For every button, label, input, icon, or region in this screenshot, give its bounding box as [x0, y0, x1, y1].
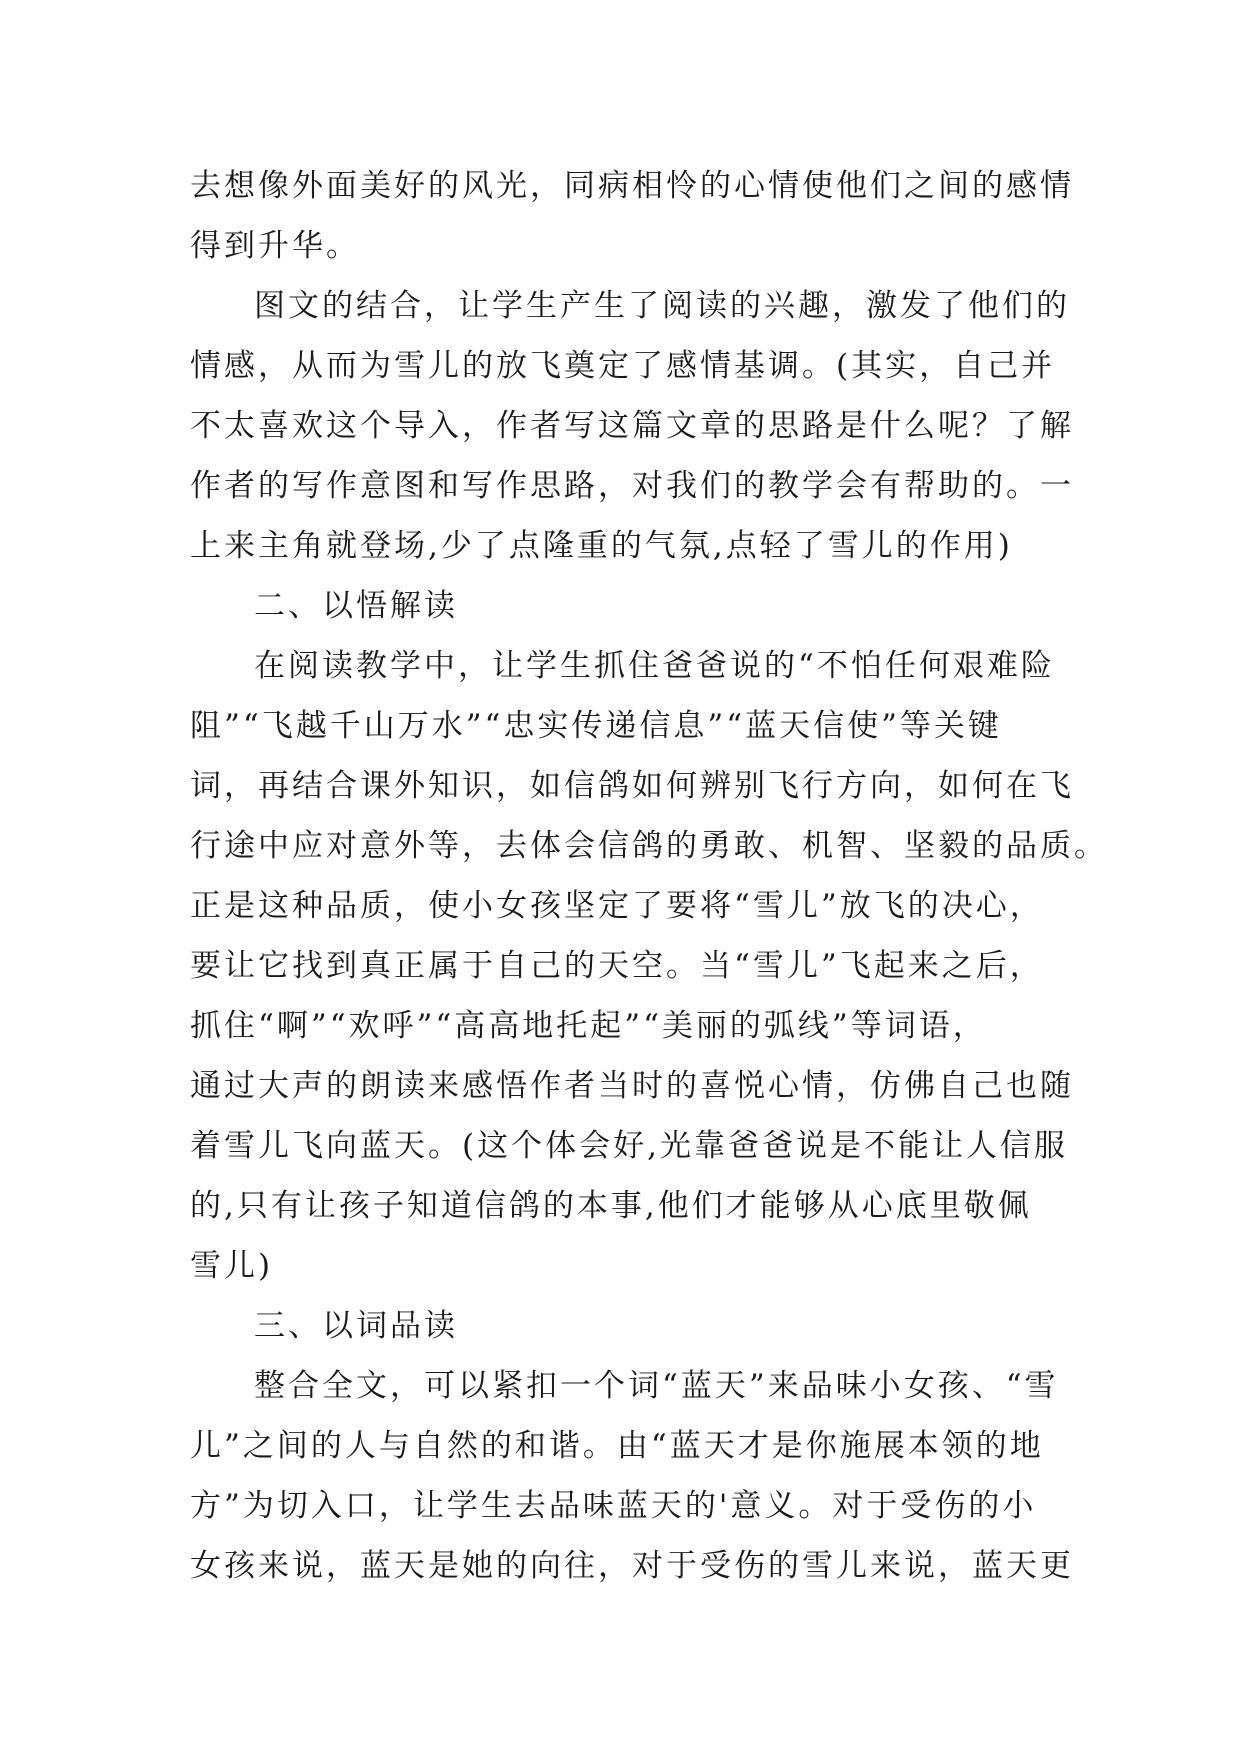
- section-heading: 三、以词品读: [254, 1308, 458, 1344]
- text-line: 阻”“飞越千山万水”“忠实传递信息”“蓝天信使”等关键: [190, 708, 1002, 744]
- text-line: 通过大声的朗读来感悟作者当时的喜悦心情，仿佛自己也随: [190, 1068, 1074, 1104]
- text-line: 去想像外面美好的风光，同病相怜的心情使他们之间的感情: [190, 168, 1074, 204]
- text-line: 抓住“啊”“欢呼”“高高地托起”“美丽的弧线”等词语，: [190, 1008, 987, 1044]
- section-heading: 二、以悟解读: [254, 588, 458, 624]
- text-line: 方”为切入口，让学生去品味蓝天的'意义。对于受伤的小: [190, 1488, 1037, 1524]
- text-line: 雪儿): [190, 1248, 274, 1284]
- text-line: 得到升华。: [190, 228, 360, 264]
- paragraph-start-line: 图文的结合，让学生产生了阅读的兴趣，激发了他们的: [254, 288, 1070, 324]
- text-line: 不太喜欢这个导入，作者写这篇文章的思路是什么呢？了解: [190, 408, 1074, 444]
- body-text: [190, 156, 1108, 1596]
- text-line: 行途中应对意外等，去体会信鸽的勇敢、机智、坚毅的品质。: [190, 828, 1108, 864]
- text-line: 的,只有让孩子知道信鸽的本事,他们才能够从心底里敬佩: [190, 1188, 1032, 1224]
- text-line: 女孩来说，蓝天是她的向往，对于受伤的雪儿来说，蓝天更: [190, 1548, 1074, 1584]
- text-line: 着雪儿飞向蓝天。(这个体会好,光靠爸爸说是不能让人信服: [190, 1128, 1068, 1164]
- text-line: 正是这种品质，使小女孩坚定了要将“雪儿”放飞的决心，: [190, 888, 1044, 924]
- paragraph-start-line: 在阅读教学中，让学生抓住爸爸说的“不怕任何艰难险: [254, 648, 1055, 684]
- text-line: 作者的写作意图和写作思路，对我们的教学会有帮助的。一: [190, 468, 1074, 504]
- text-line: 词，再结合课外知识，如信鸽如何辨别飞行方向，如何在飞: [190, 768, 1074, 804]
- text-line: 要让它找到真正属于自己的天空。当“雪儿”飞起来之后，: [190, 948, 1044, 984]
- text-line: 情感，从而为雪儿的放飞奠定了感情基调。(其实，自己并: [190, 348, 1056, 384]
- text-line: 儿”之间的人与自然的和谐。由“蓝天才是你施展本领的地: [190, 1428, 1044, 1464]
- text-line: 上来主角就登场,少了点隆重的气氛,点轻了雪儿的作用): [190, 528, 1013, 564]
- paragraph-start-line: 整合全文，可以紧扣一个词“蓝天”来品味小女孩、“雪: [254, 1368, 1059, 1404]
